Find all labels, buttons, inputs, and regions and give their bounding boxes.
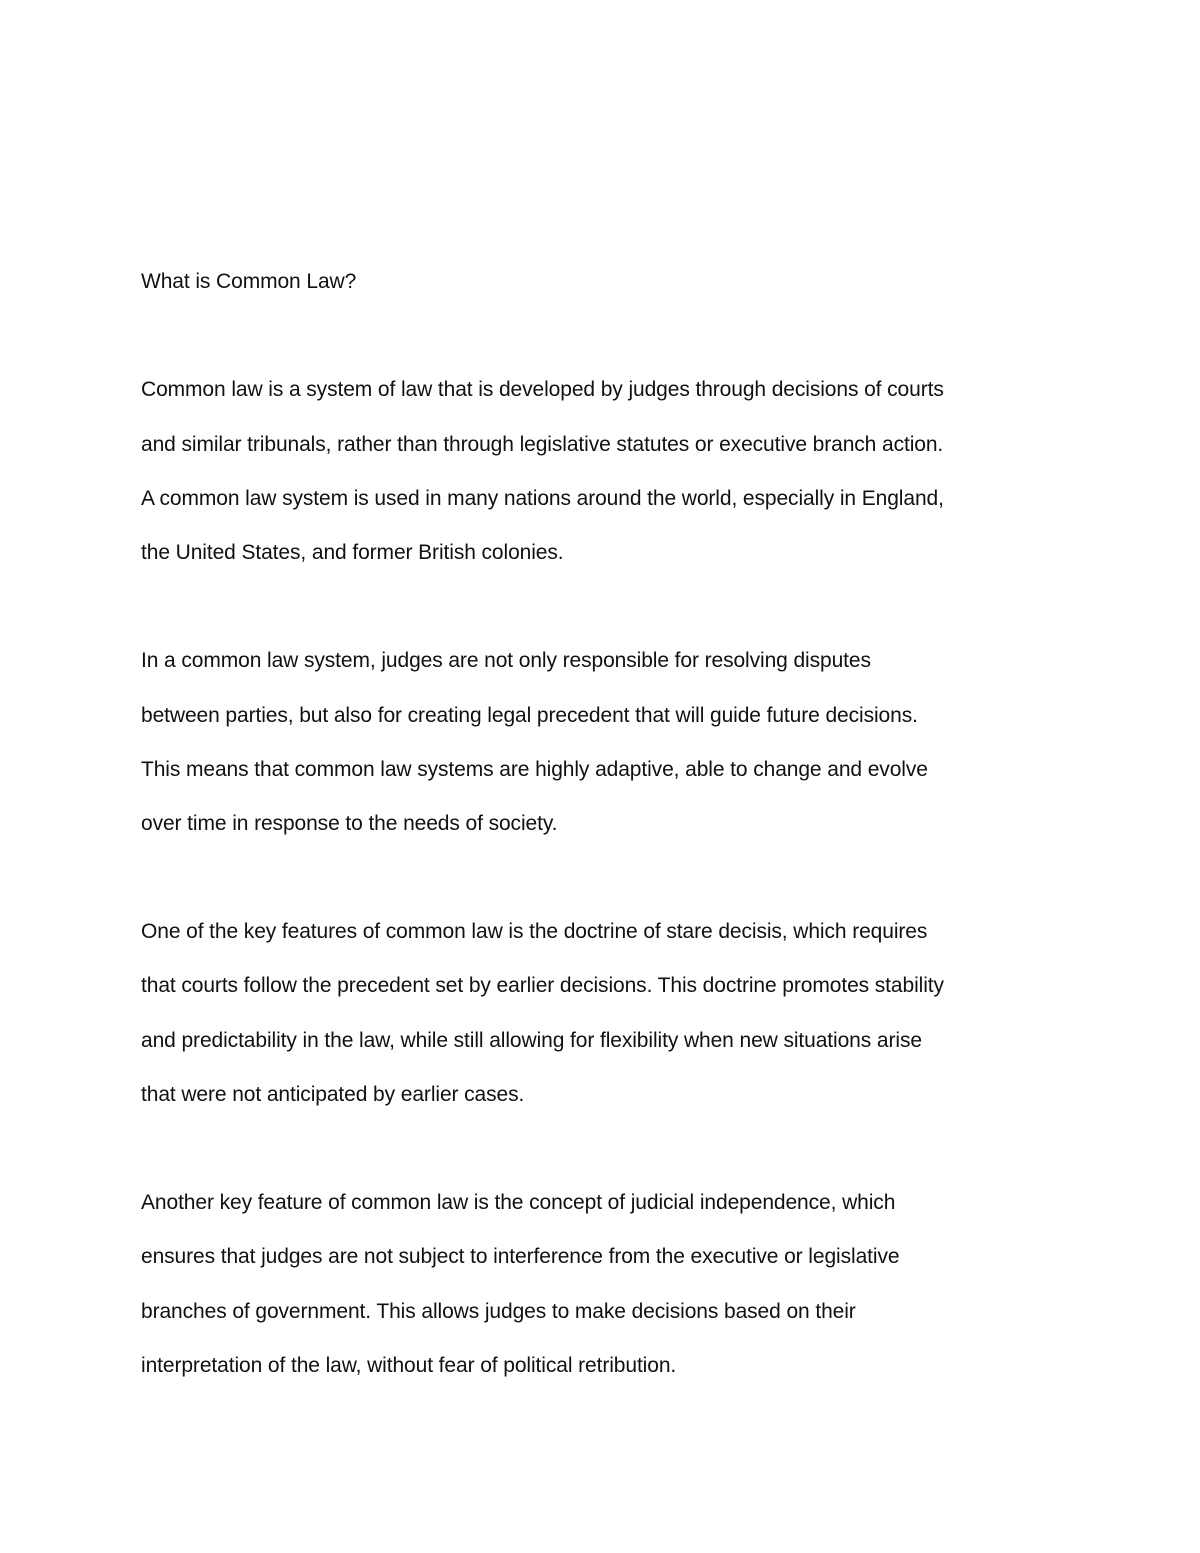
paragraph-spacer: [141, 309, 1071, 363]
paragraph-line: interpretation of the law, without fear of political retribution.: [141, 1353, 677, 1377]
paragraph-2: [141, 634, 1071, 851]
paragraph-spacer: [141, 580, 1071, 634]
paragraph-line: Another key feature of common law is the concept of judicial independence, which: [141, 1191, 896, 1215]
paragraph-3: [141, 905, 1071, 1122]
paragraph-line: that were not anticipated by earlier cases.: [141, 1082, 525, 1106]
paragraph-line: One of the key features of common law is the doctrine of stare decisis, which requires: [141, 920, 928, 944]
paragraph-line: the United States, and former British colonies.: [141, 540, 564, 564]
paragraph-line: and predictability in the law, while still allowing for flexibility when new situations arise: [141, 1028, 922, 1052]
paragraph-4: [141, 1176, 1071, 1393]
paragraph-line: Common law is a system of law that is developed by judges through decisions of courts: [141, 378, 944, 402]
paragraph-line: A common law system is used in many nations around the world, especially in England,: [141, 486, 944, 510]
paragraph-line: ensures that judges are not subject to interference from the executive or legislative: [141, 1245, 900, 1269]
paragraph-line: that courts follow the precedent set by earlier decisions. This doctrine promotes stability: [141, 974, 944, 998]
paragraph-line: This means that common law systems are highly adaptive, able to change and evolve: [141, 757, 928, 781]
paragraph-spacer: [141, 851, 1071, 905]
paragraph-1: [141, 363, 1071, 580]
paragraph-line: between parties, but also for creating legal precedent that will guide future decisions.: [141, 703, 918, 727]
document-title: What is Common Law?: [141, 270, 357, 293]
paragraph-line: branches of government. This allows judges to make decisions based on their: [141, 1299, 856, 1323]
paragraph-line: In a common law system, judges are not only responsible for resolving disputes: [141, 649, 871, 673]
paragraph-line: over time in response to the needs of society.: [141, 811, 558, 835]
paragraph-spacer: [141, 1122, 1071, 1176]
paragraph-line: and similar tribunals, rather than through legislative statutes or executive branch action.: [141, 432, 944, 456]
document-body: [141, 255, 1071, 1393]
